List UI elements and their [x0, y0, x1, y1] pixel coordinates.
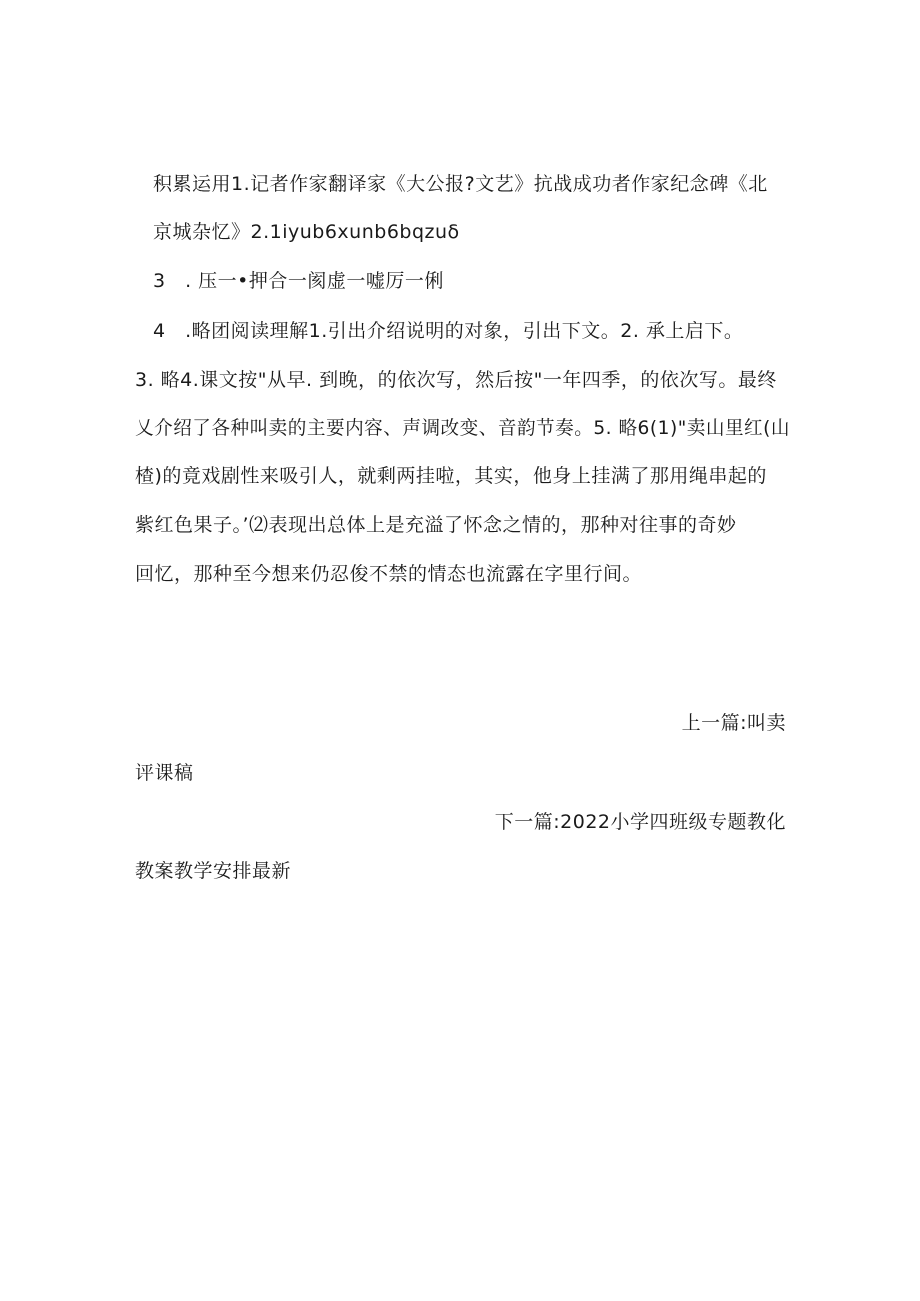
answer-line-3: 3 . 压一•押合一阂虚一嘘厉一俐 [153, 270, 444, 292]
answer-line-8: 紫红色果子。’⑵表现出总体上是充溢了怀念之情的，那种对往事的奇妙 [135, 514, 737, 536]
answer-line-6: 乂介绍了各种叫卖的主要内容、声调改变、音韵节奏。5. 略6(1)"卖山里红(山 [135, 417, 790, 439]
next-article-link[interactable]: 下一篇:2022小学四班级专题教化 [494, 811, 786, 833]
next-article-link-continued[interactable]: 教案教学安排最新 [135, 860, 292, 882]
answer-line-2: 京城杂忆》2.1iyub6xunb6bqzuδ [153, 221, 460, 243]
answer-line-4: 4 .略团阅读理解1.引出介绍说明的对象，引出下文。2. 承上启下。 [153, 320, 744, 342]
answer-line-1: 积累运用1.记者作家翻译家《大公报?文艺》抗战成功者作家纪念碑《北 [153, 173, 768, 195]
answer-line-5: 3. 略4.课文按"从早. 到晚，的依次写，然后按"一年四季，的依次写。最终 [135, 369, 777, 391]
answer-line-7: 楂)的竟戏剧性来吸引人，就剩两挂啦，其实，他身上挂满了那用绳串起的 [135, 465, 767, 487]
answer-line-9: 回忆，那种至今想来仍忍俊不禁的情态也流露在字里行间。 [135, 563, 643, 585]
prev-article-link-continued[interactable]: 评课稿 [135, 762, 194, 784]
prev-article-link[interactable]: 上一篇:叫卖 [681, 712, 786, 734]
